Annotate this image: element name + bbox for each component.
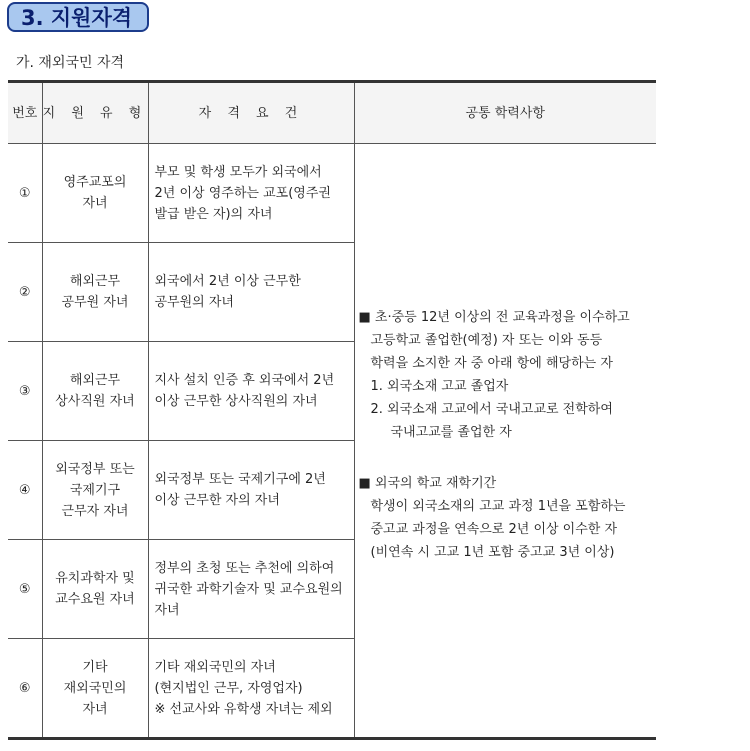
header-number: 번호 [8, 82, 42, 144]
row-requirement: 지사 설치 인증 후 외국에서 2년 이상 근무한 상사직원의 자녀 [148, 342, 354, 441]
table-row [8, 144, 656, 243]
header-requirements: 자 격 요 건 [148, 82, 354, 144]
row-requirement: 외국정부 또는 국제기구에 2년 이상 근무한 자의 자녀 [148, 441, 354, 540]
row-type: 해외근무 공무원 자녀 [42, 243, 148, 342]
common-education-cell [354, 144, 656, 739]
header-common-education: 공통 학력사항 [354, 82, 656, 144]
eligibility-table [8, 80, 656, 740]
header-type: 지 원 유 형 [42, 82, 148, 144]
section-heading: 3. 지원자격 [7, 2, 149, 32]
row-number: ① [8, 144, 42, 243]
common-block-2: ■ 외국의 학교 재학기간 학생이 외국소재의 고교 과정 1년을 포함하는 중고교 과정을 연속으로 2년 이상 이수한 자 (비연속 시 고교 1년 포함 중고교 3년 이상) [358, 475, 626, 560]
row-type: 외국정부 또는 국제기구 근무자 자녀 [42, 441, 148, 540]
subsection-title: 가. 재외국민 자격 [16, 55, 125, 71]
row-number: ② [8, 243, 42, 342]
row-type: 영주교포의 자녀 [42, 144, 148, 243]
row-type: 기타 재외국민의 자녀 [42, 639, 148, 739]
row-number: ⑥ [8, 639, 42, 739]
row-requirement: 외국에서 2년 이상 근무한 공무원의 자녀 [148, 243, 354, 342]
row-number: ③ [8, 342, 42, 441]
row-requirement: 정부의 초청 또는 추천에 의하여 귀국한 과학기술자 및 교수요원의 자녀 [148, 540, 354, 639]
common-block-1: ■ 초·중등 12년 이상의 전 교육과정을 이수하고 고등학교 졸업한(예정) 자 또는 이와 동등 학력을 소지한 자 중 아래 항에 해당하는 자 1. 외국소재 고교 졸업자 2. 외국소재 고교에서 국내고교로 전학하여 국내고교를 졸업한 자 [358, 309, 630, 440]
row-requirement: 기타 재외국민의 자녀 (현지법인 근무, 자영업자) ※ 선교사와 유학생 자녀는 제외 [148, 639, 354, 739]
row-type: 유치과학자 및 교수요원 자녀 [42, 540, 148, 639]
row-number: ⑤ [8, 540, 42, 639]
row-number: ④ [8, 441, 42, 540]
table-header-row [8, 82, 656, 144]
row-requirement: 부모 및 학생 모두가 외국에서 2년 이상 영주하는 교포(영주권 발급 받은 자)의 자녀 [148, 144, 354, 243]
row-type: 해외근무 상사직원 자녀 [42, 342, 148, 441]
